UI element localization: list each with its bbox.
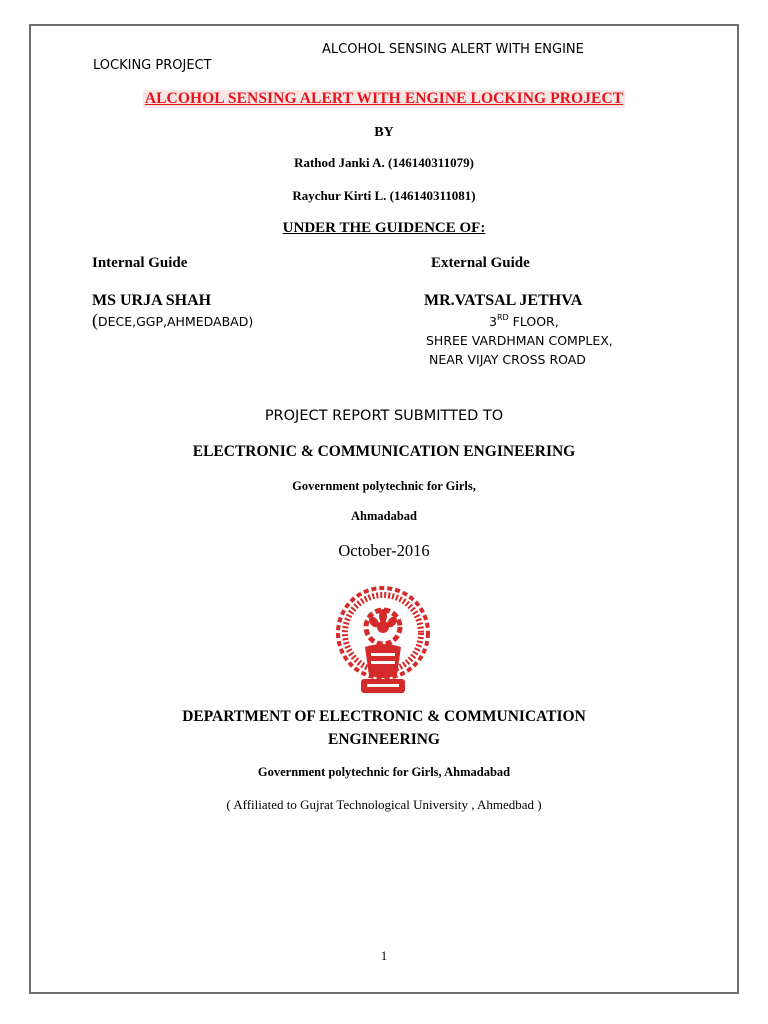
external-address-line-1 xyxy=(489,313,559,329)
document-title: ALCOHOL SENSING ALERT WITH ENGINE LOCKING PROJECT xyxy=(144,90,624,107)
department-line-2: ENGINEERING xyxy=(328,731,440,748)
city-name: Ahmadabad xyxy=(351,509,417,523)
department-line-1: DEPARTMENT OF ELECTRONIC & COMMUNICATION xyxy=(182,708,586,725)
header-line-2: LOCKING PROJECT xyxy=(93,58,212,73)
floor-text: FLOOR, xyxy=(508,314,559,329)
external-guide-name: MR.VATSAL JETHVA xyxy=(424,292,583,309)
title-block xyxy=(0,90,768,108)
external-address-line-2: SHREE VARDHMAN COMPLEX, xyxy=(426,333,613,348)
college-name: Government polytechnic for Girls, xyxy=(292,479,476,493)
college-emblem xyxy=(333,583,433,697)
internal-guide-label: Internal Guide xyxy=(92,255,188,271)
internal-guide-name: MS URJA SHAH xyxy=(92,292,212,309)
by-label: BY xyxy=(374,125,394,140)
external-address-line-3: NEAR VIJAY CROSS ROAD xyxy=(429,352,586,367)
page-number: 1 xyxy=(380,949,388,963)
branch-name: ELECTRONIC & COMMUNICATION ENGINEERING xyxy=(192,443,576,460)
internal-guide-affiliation xyxy=(92,310,253,331)
floor-number: 3 xyxy=(489,314,497,329)
affiliation-paren: ( xyxy=(92,310,98,330)
author-2: Raychur Kirti L. (146140311081) xyxy=(292,188,476,203)
author-1: Rathod Janki A. (146140311079) xyxy=(294,155,474,170)
header-line-1: ALCOHOL SENSING ALERT WITH ENGINE xyxy=(322,42,584,57)
affiliation-text: DECE,GGP,AHMEDABAD) xyxy=(98,314,254,329)
external-guide-label: External Guide xyxy=(431,255,530,271)
college-full-name: Government polytechnic for Girls, Ahmadabad xyxy=(257,765,511,779)
report-date: October-2016 xyxy=(338,541,430,560)
guidance-heading: UNDER THE GUIDENCE OF: xyxy=(282,220,486,236)
submitted-to: PROJECT REPORT SUBMITTED TO xyxy=(264,408,504,424)
affiliation-note: ( Affiliated to Gujrat Technological University , Ahmedbad ) xyxy=(226,797,542,812)
floor-suffix: RD xyxy=(496,313,509,322)
